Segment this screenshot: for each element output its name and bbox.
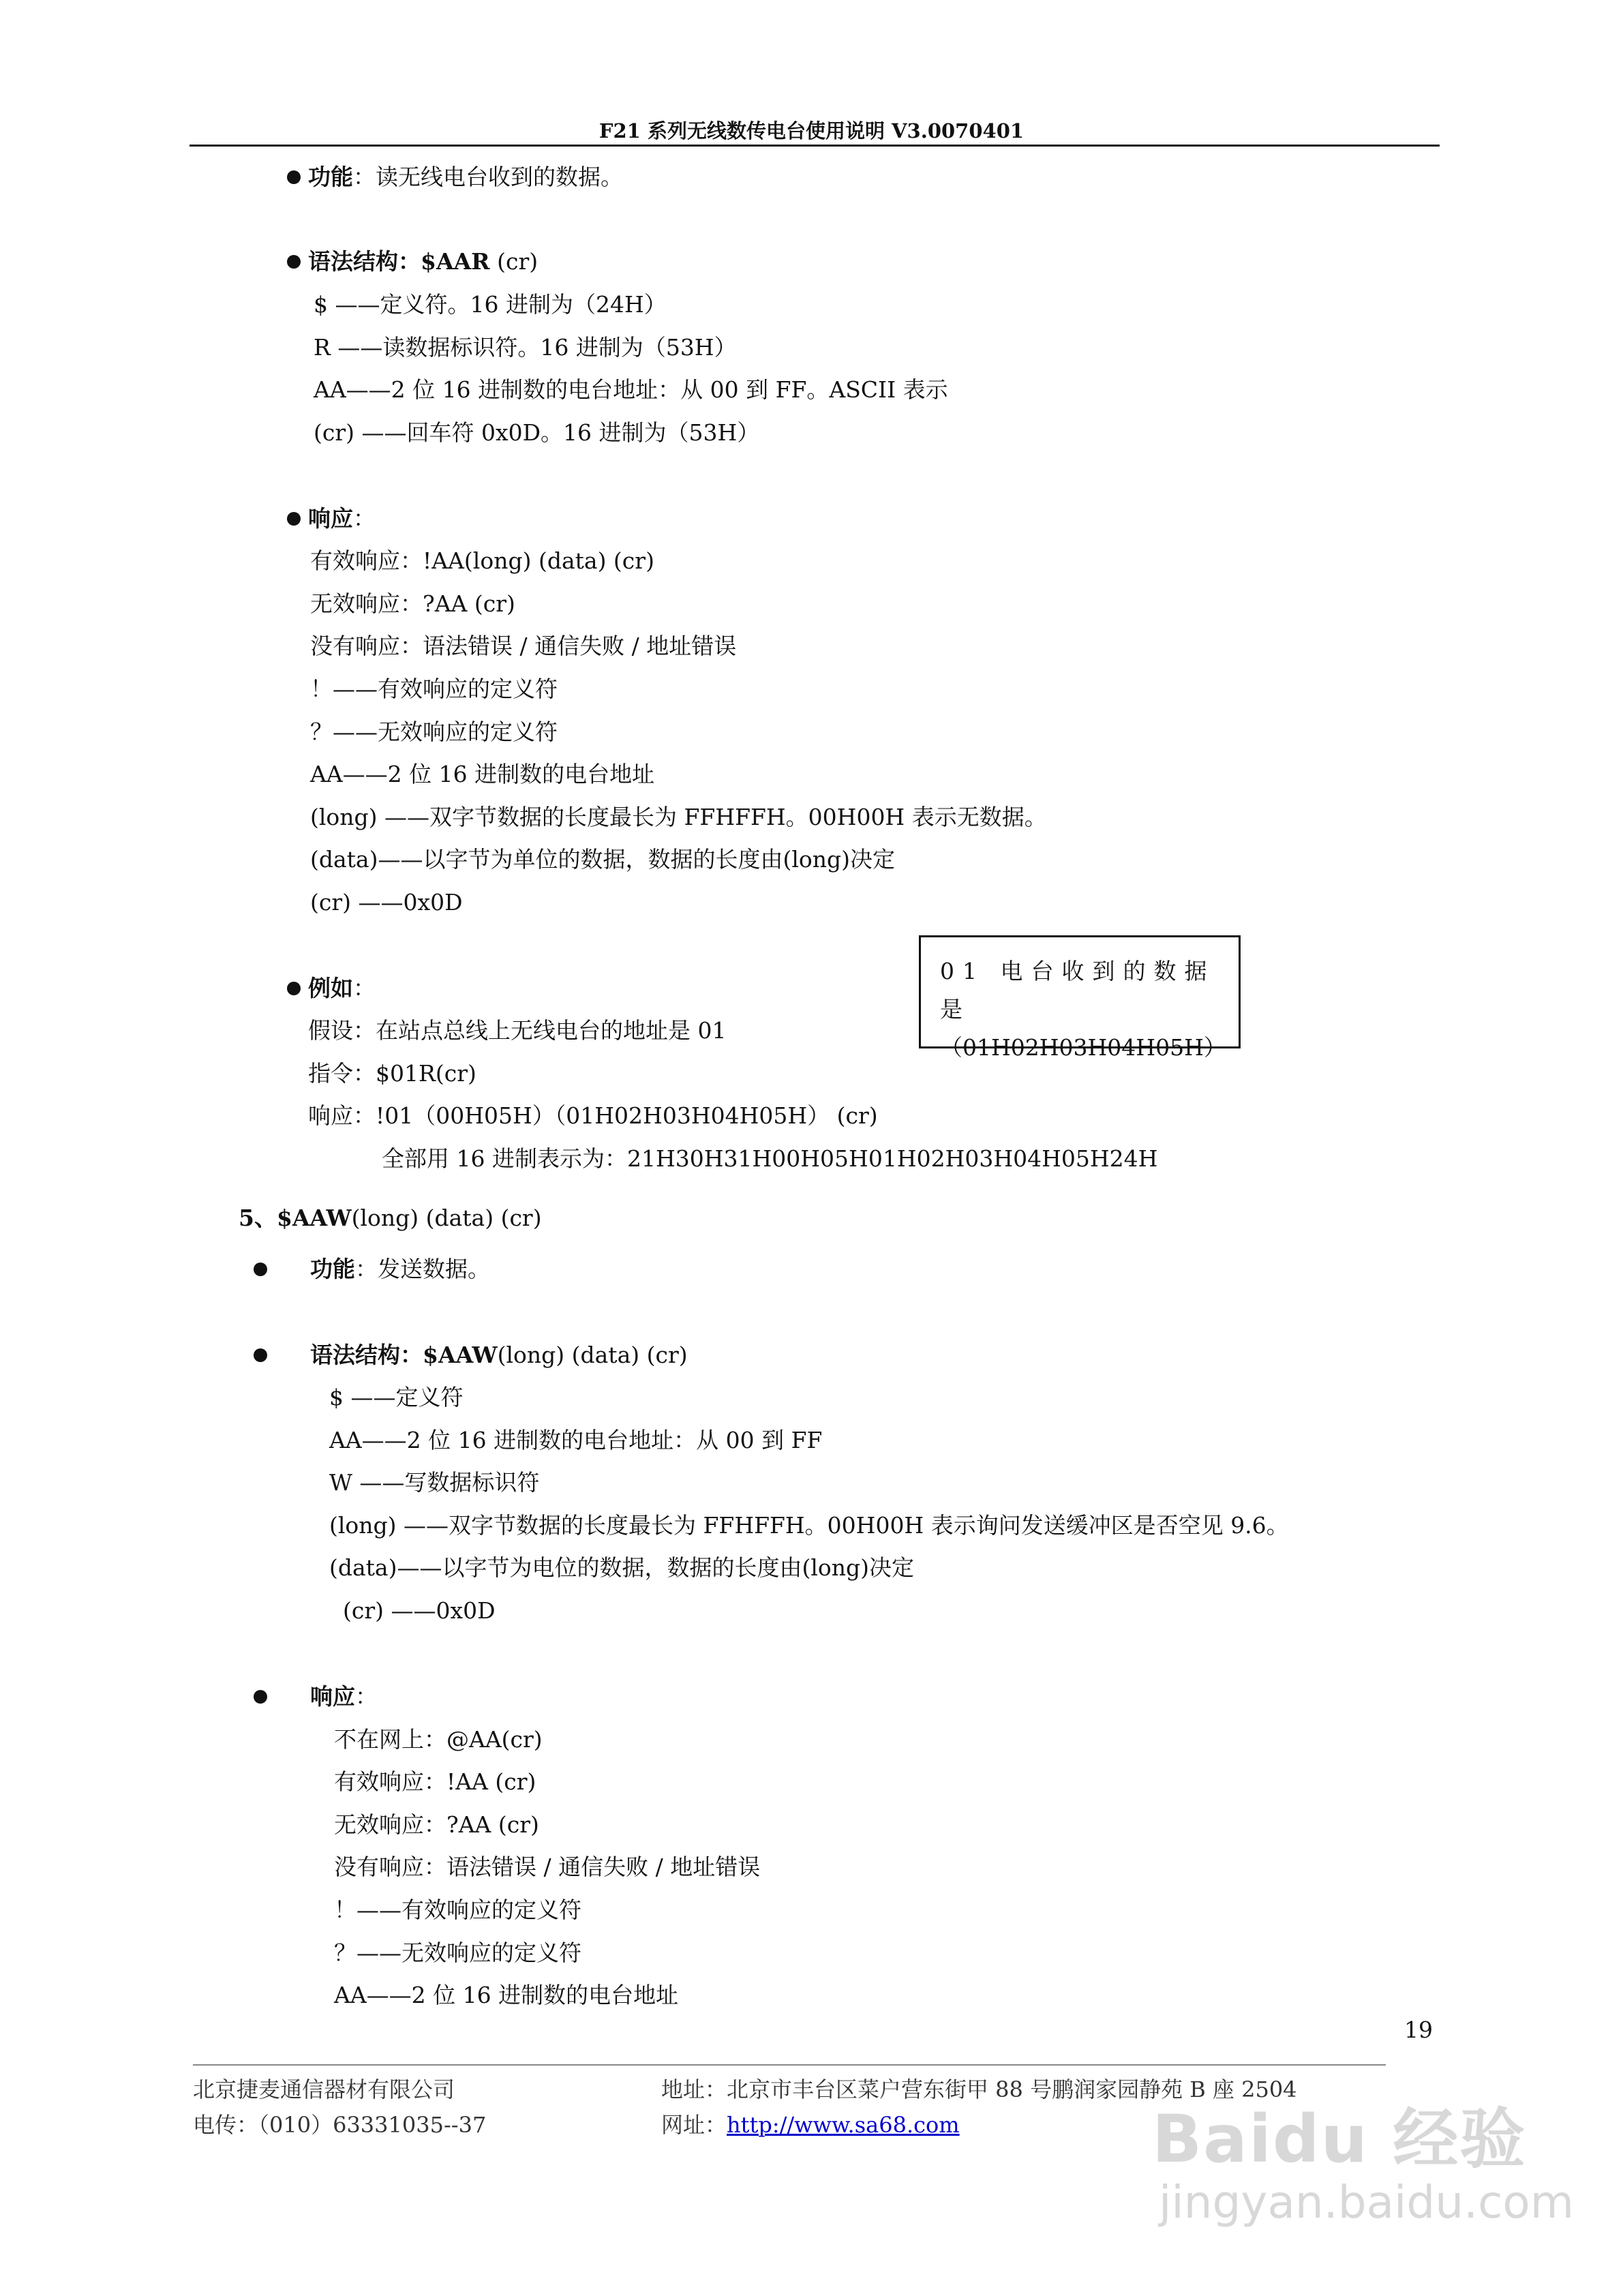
- write-response-heading: [310, 1683, 378, 1710]
- write-syntax-command: $AAW: [423, 1342, 498, 1368]
- write-response-item: ？——无效响应的定义符: [334, 1939, 581, 1966]
- write-response-item: ！——有效响应的定义符: [334, 1897, 581, 1923]
- read-response-item: 有效响应：!AA(long) (data) (cr): [310, 547, 654, 574]
- write-syntax-item: (cr) ——0x0D: [343, 1597, 496, 1624]
- bullet-icon: [287, 512, 301, 526]
- read-syntax-line: [308, 248, 538, 275]
- write-response-item: 没有响应：语法错误 / 通信失败 / 地址错误: [334, 1854, 761, 1880]
- read-example-heading: [308, 975, 376, 1002]
- footer-rule: [193, 2064, 1386, 2066]
- write-syntax-item: W ——写数据标识符: [329, 1469, 540, 1496]
- read-syntax-item: R ——读数据标识符。16 进制为（53H）: [314, 334, 737, 361]
- bullet-icon: [254, 1690, 267, 1704]
- write-syntax-item: (long) ——双字节数据的长度最长为 FFHFFH。00H00H 表示询问发送缓冲区是否空见 9.6。: [329, 1512, 1289, 1539]
- read-response-item: ？——无效响应的定义符: [310, 719, 558, 745]
- write-response-item: 无效响应：?AA (cr): [334, 1811, 539, 1838]
- section-5-command: $AAW: [276, 1205, 352, 1231]
- write-function-label: 功能: [310, 1256, 355, 1282]
- read-response-item: (long) ——双字节数据的长度最长为 FFHFFH。00H00H 表示无数据。: [310, 804, 1047, 830]
- read-response-item: 没有响应：语法错误 / 通信失败 / 地址错误: [310, 633, 737, 659]
- read-syntax-item: AA——2 位 16 进制数的电台地址：从 00 到 FF。ASCII 表示: [314, 376, 948, 403]
- read-function-label: 功能: [308, 164, 353, 190]
- read-response-item: (data)——以字节为单位的数据，数据的长度由(long)决定: [310, 846, 896, 873]
- read-syntax-label: 语法结构：: [308, 248, 421, 275]
- footer-address: 地址：北京市丰台区菜户营东街甲 88 号鹏润家园静苑 B 座 2504: [661, 2076, 1297, 2102]
- read-response-item: ！——有效响应的定义符: [310, 676, 558, 702]
- write-response-item: 不在网上：@AA(cr): [334, 1726, 543, 1753]
- read-example-label: 例如: [308, 975, 353, 1001]
- write-syntax-item: $ ——定义符: [329, 1384, 464, 1410]
- bullet-icon: [287, 982, 301, 995]
- footer-company: 北京捷麦通信器材有限公司: [193, 2076, 455, 2102]
- bullet-icon: [287, 255, 301, 269]
- bullet-icon: [254, 1348, 267, 1362]
- read-response-item: 无效响应：?AA (cr): [310, 590, 515, 617]
- note-box: [919, 935, 1241, 1061]
- footer-website: [661, 2108, 960, 2139]
- write-response-item: 有效响应：!AA (cr): [334, 1768, 536, 1795]
- page-header-title: F21 系列无线数传电台使用说明 V3.0070401: [598, 119, 1025, 142]
- header-rule: [189, 145, 1440, 147]
- write-response-label: 响应: [310, 1683, 355, 1710]
- section-5-params: (long) (data) (cr): [351, 1205, 542, 1231]
- read-function-text: ：读无线电台收到的数据。: [353, 164, 623, 190]
- note-box-line2: （01H02H03H04H05H）: [940, 1034, 1226, 1061]
- read-example-item: 指令：$01R(cr): [308, 1060, 476, 1087]
- read-response-label: 响应: [308, 505, 353, 532]
- footer-website-label: 网址：: [661, 2112, 727, 2138]
- read-response-heading: [308, 505, 376, 532]
- write-syntax-suffix: (long) (data) (cr): [497, 1342, 688, 1368]
- read-example-item: 全部用 16 进制表示为：21H30H31H00H05H01H02H03H04H05H24H: [382, 1145, 1158, 1172]
- read-response-item: (cr) ——0x0D: [310, 889, 463, 916]
- write-syntax-item: (data)——以字节为电位的数据，数据的长度由(long)决定: [329, 1554, 915, 1581]
- read-syntax-item: $ ——定义符。16 进制为（24H）: [314, 291, 667, 318]
- footer-phone: 电传：（010）63331035--37: [193, 2112, 487, 2138]
- write-response-colon: ：: [355, 1683, 378, 1710]
- note-box-line1: 01 电台收到的数据是: [940, 958, 1215, 1023]
- write-syntax-line: [310, 1342, 688, 1369]
- read-syntax-command: $AAR: [421, 248, 490, 275]
- watermark-brand: Baidu 经验: [1152, 2101, 1527, 2177]
- write-syntax-item: AA——2 位 16 进制数的电台地址：从 00 到 FF: [329, 1427, 823, 1453]
- write-response-item: AA——2 位 16 进制数的电台地址: [334, 1982, 679, 2008]
- bullet-icon: [254, 1263, 267, 1276]
- read-response-item: AA——2 位 16 进制数的电台地址: [310, 761, 655, 787]
- write-syntax-label: 语法结构：: [310, 1342, 423, 1368]
- read-example-item: 假设：在站点总线上无线电台的地址是 01: [308, 1017, 727, 1044]
- read-syntax-suffix: (cr): [489, 248, 539, 275]
- read-response-colon: ：: [353, 505, 376, 532]
- watermark-url: jingyan.baidu.com: [1159, 2176, 1575, 2229]
- read-example-colon: ：: [353, 975, 376, 1001]
- write-function-text: ：发送数据。: [355, 1256, 490, 1282]
- footer-website-link[interactable]: http://www.sa68.com: [727, 2112, 960, 2138]
- read-function-line: [308, 164, 623, 191]
- read-example-item: 响应：!01（00H05H）（01H02H03H04H05H） (cr): [308, 1102, 878, 1129]
- section-5-heading: [239, 1205, 542, 1232]
- write-function-line: [310, 1256, 490, 1283]
- page-number: 19: [1404, 2016, 1433, 2043]
- read-syntax-item: (cr) ——回车符 0x0D。16 进制为（53H）: [314, 419, 760, 446]
- section-5-number: 5、: [239, 1205, 277, 1231]
- bullet-icon: [287, 170, 301, 184]
